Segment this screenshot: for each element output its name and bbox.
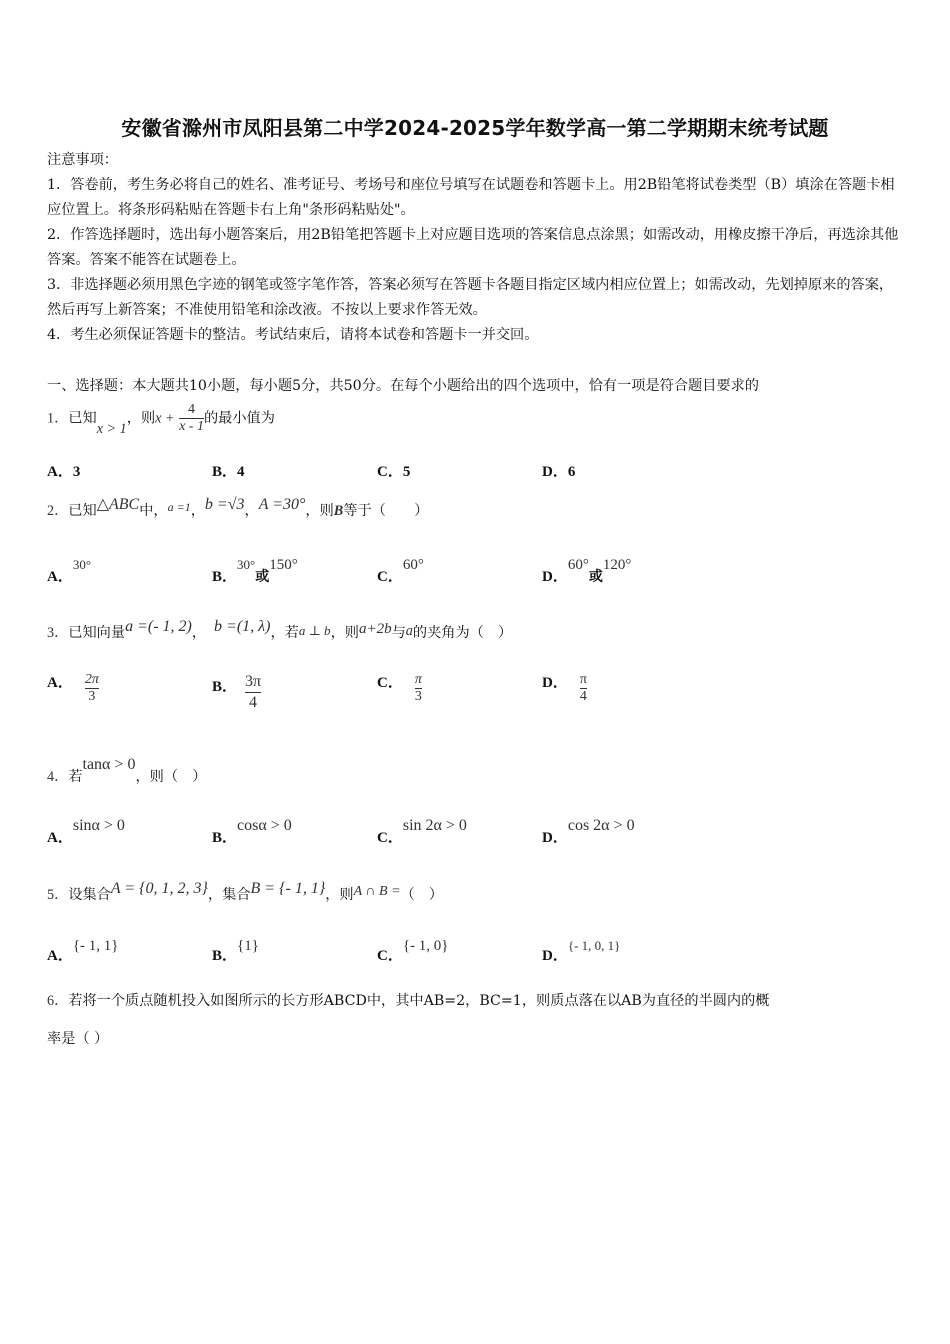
q2-option-b: B．30°或150° [212,557,298,585]
q5-option-d: D．{- 1, 0, 1} [542,938,621,964]
q5-intersection: A ∩ B = [353,884,401,899]
note-4: 4．考生必须保证答题卡的整洁。考试结束后，请将本试卷和答题卡一并交回。 [47,327,539,343]
q3-option-d: D． $\frac{\pi}{4}$ [542,672,587,704]
q3-vector-a: a =(- 1, 2) [125,618,192,635]
q1-option-c: C．5 [377,464,411,480]
question-2: 2．已知△ABC中，$^{a =1}$，b =√3，A =30°，则B等于（ ） [47,496,429,519]
q2-side-a: a =1 [167,500,191,514]
q5-set-a: A = {0, 1, 2, 3} [110,880,208,897]
exam-title: 安徽省滁州市凤阳县第二中学2024-2025学年数学高一第二学期期末统考试题 [121,116,829,140]
q2-option-d: D．60°或120° [542,557,632,585]
note-1: 1．答卷前，考生务必将自己的姓名、准考证号、考场号和座位号填写在试题卷和答题卡上。用2B铅笔将试卷类型（B）填涂在答题卡相应位置上。将条形码粘贴在答题卡右上角"条形码粘贴处"。 [47,177,895,218]
question-6-line-2: 率是（ ） [47,1031,109,1047]
q2-option-a: A．30° [47,557,92,585]
q5-set-b: B = {- 1, 1} [250,880,326,897]
q2-triangle: △ABC [96,496,140,513]
q3-vector-b: b =(1, λ) [214,618,271,635]
section-heading: 一、选择题：本大题共10小题，每小题5分，共50分。在每个小题给出的四个选项中，恰有一项是符合题目要求的 [47,378,759,394]
q3-option-a: A． $\frac{2\pi}{3}$ [47,672,99,704]
question-1: 1．已知x > 1，则x + $\frac{4}{x - 1}$ 的最小值为 [47,402,275,437]
question-3: 3．已知向量a =(- 1, 2)， b =(1, λ)，若a ⊥ b，则a+2b与a的夹角为（ ） [47,618,513,641]
q4-condition: tanα > 0 [82,756,136,773]
q3-perp: a ⊥ b [298,623,331,638]
q4-option-c: C．sin 2α > 0 [377,817,467,846]
q2-angle-a: A =30° [258,496,306,513]
note-2: 2．作答选择题时，选出每小题答案后，用2B铅笔把答题卡上对应题目选项的答案信息点涂黑；如需改动，用橡皮擦干净后，再选涂其他答案。答案不能答在试题卷上。 [47,227,899,268]
question-5: 5．设集合A = {0, 1, 2, 3}，集合B = {- 1, 1}，则A ∩ B =（ ） [47,880,444,903]
q5-option-b: B．{1} [212,938,259,964]
notes-heading: 注意事项： [47,152,118,168]
q5-option-a: A．{- 1, 1} [47,938,119,964]
q4-option-a: A．sinα > 0 [47,817,125,846]
q3-option-b: B． $\frac{3\pi}{4}$ [212,673,262,711]
note-3: 3．非选择题必须用黑色字迹的钢笔或签字笔作答，答案必须写在答题卡各题目指定区域内相应位置上；如需改动，先划掉原来的答案，然后再写上新答案；不准使用铅笔和涂改液。不按以上要求作答无效。 [47,277,894,318]
q4-option-d: D．cos 2α > 0 [542,817,635,846]
q5-option-c: C．{- 1, 0} [377,938,449,964]
question-6: 6．若将一个质点随机投入如图所示的长方形ABCD中，其中AB=2，BC=1，则质点落在以AB为直径的半圆内的概 [47,993,770,1009]
q2-option-c: C．60° [377,557,424,585]
q1-fraction: $\frac{4}{x - 1}$ [179,402,204,434]
q2-side-b: b =√3 [204,496,245,513]
question-4: 4．若tanα > 0，则（ ） [47,756,207,785]
q3-option-c: C． $\frac{\pi}{3}$ [377,672,422,704]
q1-condition: x > 1 [96,420,127,437]
q1-expr-a: x + [155,410,175,427]
q3-sum: a+2b [358,621,392,637]
q1-option-d: D．6 [542,464,576,480]
q1-option-b: B．4 [212,464,245,480]
q1-option-a: A．3 [47,464,81,480]
q4-option-b: B．cosα > 0 [212,817,292,846]
